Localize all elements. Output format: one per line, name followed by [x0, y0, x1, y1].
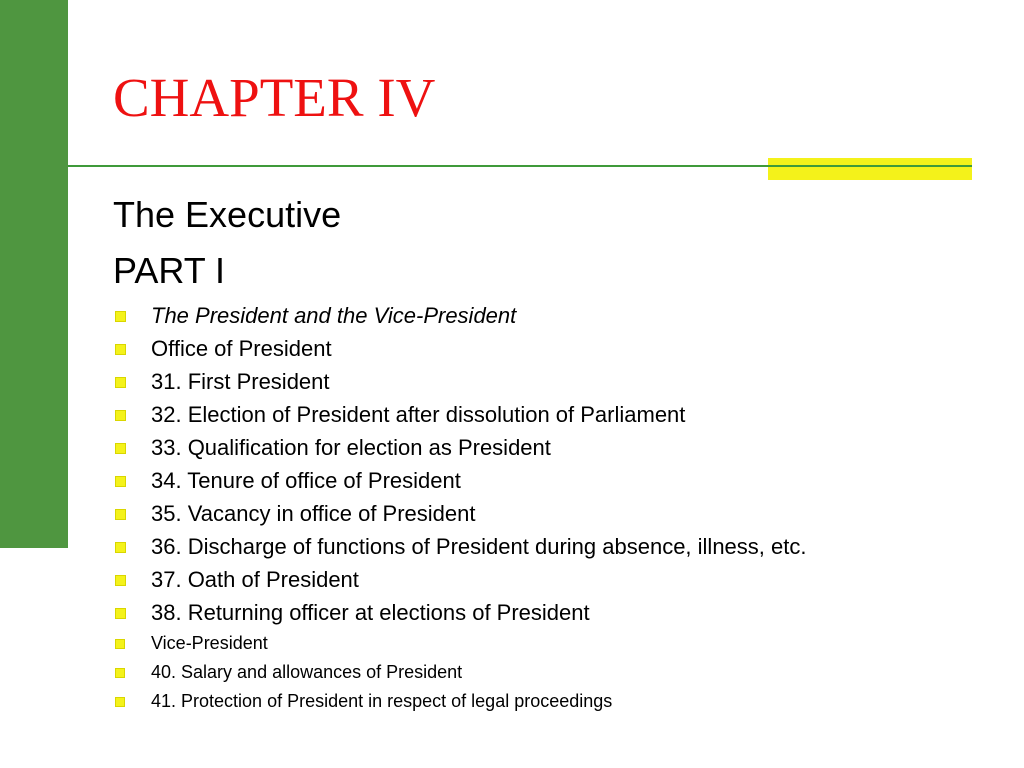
list-item-label: Office of President — [151, 336, 332, 361]
slide-title: CHAPTER IV — [113, 67, 436, 128]
square-bullet-icon — [115, 697, 125, 707]
list-item-label: 41. Protection of President in respect of legal proceedings — [151, 691, 613, 711]
list-item-label: 34. Tenure of office of President — [151, 468, 461, 493]
list-item — [113, 332, 993, 365]
list-item — [113, 299, 993, 332]
square-bullet-icon — [115, 639, 125, 649]
part-heading: PART I — [113, 250, 226, 291]
square-bullet-icon — [115, 476, 126, 487]
list-item — [113, 530, 993, 563]
list-item-label: 37. Oath of President — [151, 567, 359, 592]
list-item-label: 36. Discharge of functions of President during absence, illness, etc. — [151, 534, 807, 559]
list-item — [113, 497, 993, 530]
green-sidebar-decoration — [0, 0, 68, 548]
square-bullet-icon — [115, 542, 126, 553]
list-item-label: 31. First President — [151, 369, 330, 394]
list-item — [113, 431, 993, 464]
list-item — [113, 658, 993, 687]
list-item-label: The President and the Vice-President — [151, 303, 517, 328]
square-bullet-icon — [115, 575, 126, 586]
square-bullet-icon — [115, 608, 126, 619]
slide-body — [113, 187, 993, 716]
square-bullet-icon — [115, 311, 126, 322]
list-item-label: 33. Qualification for election as President — [151, 435, 551, 460]
list-item-label: 35. Vacancy in office of President — [151, 501, 476, 526]
article-list — [113, 299, 993, 716]
list-item — [113, 464, 993, 497]
square-bullet-icon — [115, 377, 126, 388]
square-bullet-icon — [115, 509, 126, 520]
list-item — [113, 398, 993, 431]
square-bullet-icon — [115, 410, 126, 421]
list-item — [113, 365, 993, 398]
section-heading: The Executive — [113, 194, 342, 235]
square-bullet-icon — [115, 344, 126, 355]
square-bullet-icon — [115, 443, 126, 454]
list-item-label: 38. Returning officer at elections of President — [151, 600, 590, 625]
list-item-label: 40. Salary and allowances of President — [151, 662, 463, 682]
list-item — [113, 563, 993, 596]
square-bullet-icon — [115, 668, 125, 678]
list-item — [113, 687, 993, 716]
yellow-highlight-decoration — [768, 158, 972, 180]
list-item-label: 32. Election of President after dissolution of Parliament — [151, 402, 686, 427]
list-item — [113, 629, 993, 658]
list-item-label: Vice-President — [151, 633, 268, 653]
list-item — [113, 596, 993, 629]
